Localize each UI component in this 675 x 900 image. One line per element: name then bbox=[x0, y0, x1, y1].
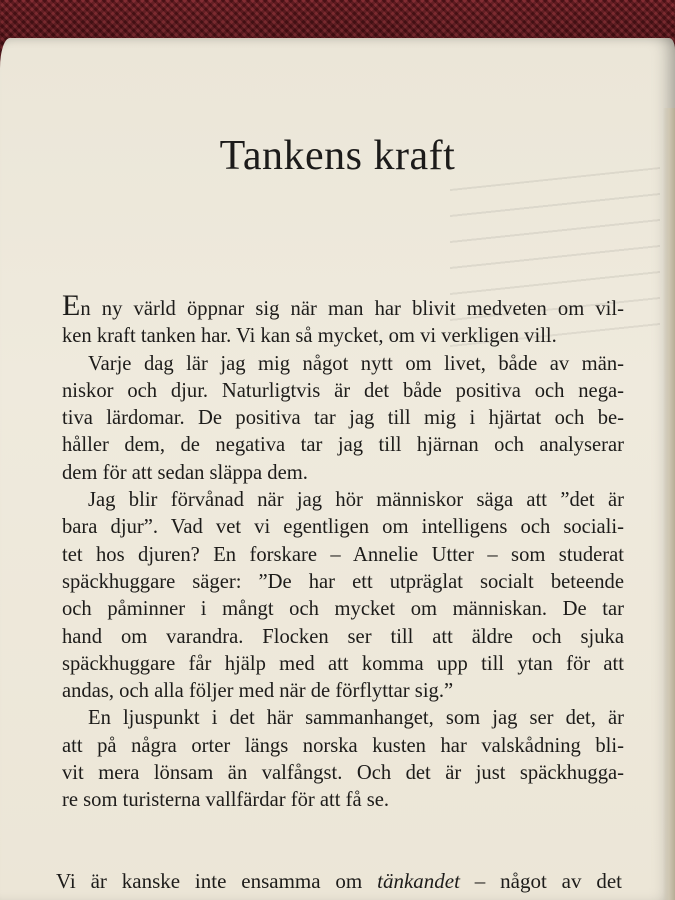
text-line: andas, och alla följer med när de förflyttar sig.” bbox=[62, 680, 454, 703]
text-line: vit mera lönsam än valfångst. Och det är just späckhugga- bbox=[62, 762, 624, 785]
text-line: och påminner i mångt och mycket om människan. De tar bbox=[62, 598, 624, 621]
text-line: tiva lärdomar. De positiva tar jag till mig i hjärtat och be- bbox=[62, 407, 624, 430]
drop-cap: E bbox=[62, 289, 81, 322]
text-line: hand om varandra. Flocken ser till att äldre och sjuka bbox=[62, 625, 624, 648]
text-line: En ny värld öppnar sig när man har blivit medveten om vil- bbox=[62, 289, 624, 322]
text-line: Jag blir förvånad när jag hör människor säga att ”det är bbox=[88, 489, 624, 512]
text-line: späckhuggare får hjälp med att komma upp till ytan för att bbox=[62, 652, 624, 675]
text-line: re som turisterna vallfärdar för att få se. bbox=[62, 789, 390, 812]
text-line: tet hos djuren? En forskare – Annelie Utter – som studerat bbox=[62, 543, 624, 566]
body-text bbox=[62, 289, 624, 815]
text-line: dem för att sedan släppa dem. bbox=[62, 461, 308, 484]
chapter-title: Tankens kraft bbox=[219, 133, 456, 179]
text-line: att på några orter längs norska kusten har valskådning bli- bbox=[62, 734, 624, 757]
text-line: håller dem, de negativa tar jag till hjärnan och analyserar bbox=[62, 434, 624, 457]
text-line: späckhuggare säger: ”De har ett utpräglat socialt beteende bbox=[62, 570, 624, 593]
text-line: En ljuspunkt i det här sammanhanget, som jag ser det, är bbox=[88, 707, 624, 730]
text-line: bara djur”. Vad vet vi egentligen om intelligens och sociali- bbox=[62, 516, 624, 539]
page-edge bbox=[663, 108, 675, 900]
text-line: niskor och djur. Naturligtvis är det både positiva och nega- bbox=[62, 379, 624, 402]
partial-bottom-line: Vi är kanske inte ensamma om tänkandet – något av det bbox=[56, 869, 622, 893]
text-line: Varje dag lär jag mig något nytt om livet, både av män- bbox=[88, 352, 624, 375]
text-line: ken kraft tanken har. Vi kan så mycket, om vi verkligen vill. bbox=[62, 325, 557, 348]
italic-word: tänkandet bbox=[377, 869, 460, 893]
